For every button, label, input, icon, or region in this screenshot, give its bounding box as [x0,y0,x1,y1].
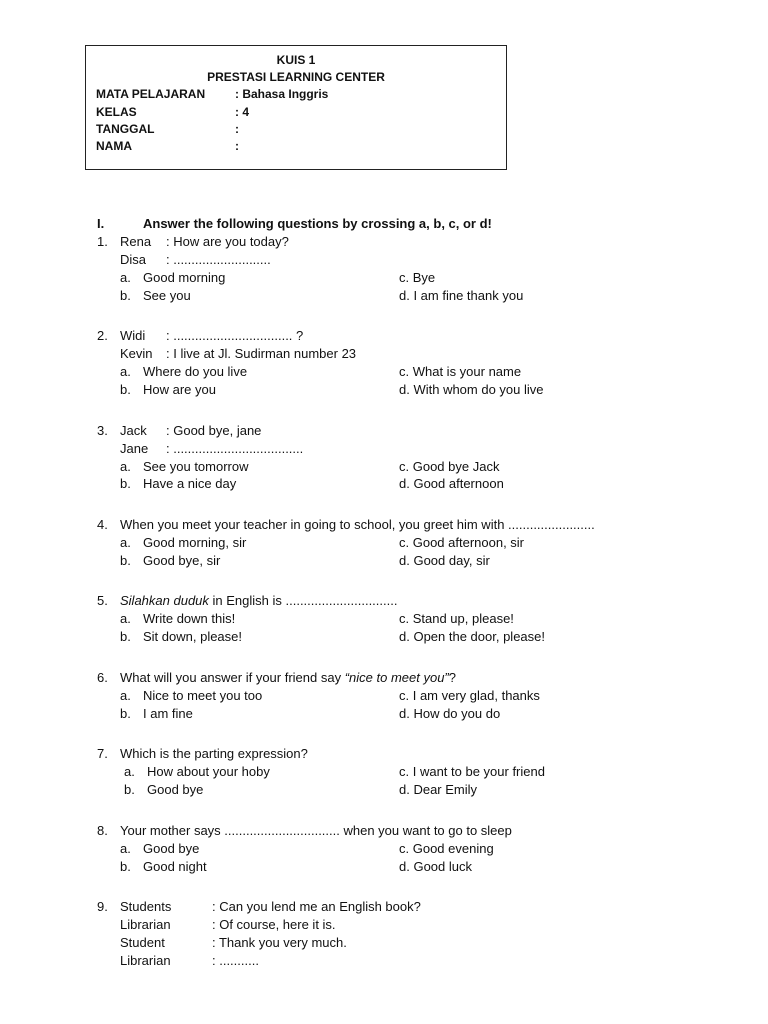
q1-speaker-2: Disa [120,252,147,267]
q1-option-a: Good morning [143,270,226,285]
q1-line-1: : How are you today? [166,234,289,249]
q6-option-d: d. How do you do [399,706,501,721]
field-label-name: NAMA [96,139,132,153]
q5-option-c: c. Stand up, please! [399,611,514,626]
q2-option-d: d. With whom do you live [399,382,544,397]
q9-number: 9. [97,899,108,914]
q8-option-a: Good bye [143,841,200,856]
q8-option-b-label: b. [120,859,131,874]
section-number: I. [97,216,105,231]
q7-option-b-label: b. [124,782,135,797]
q5-number: 5. [97,593,108,608]
field-value-class: : 4 [235,105,250,119]
q7-option-a-label: a. [124,764,135,779]
q9-line-1: : Can you lend me an English book? [212,899,421,914]
field-value-date: : [235,122,239,136]
field-label-subject: MATA PELAJARAN [96,87,206,101]
q2-option-a: Where do you live [143,364,248,379]
q4-option-c: c. Good afternoon, sir [399,535,525,550]
q6-option-a-label: a. [120,688,131,703]
q9-speaker-3: Student [120,935,165,950]
section-instruction: Answer the following questions by crossing a, b, c, or d! [143,216,492,231]
q5-question [120,593,397,609]
q5-option-a-label: a. [120,611,131,626]
q2-speaker-2: Kevin [120,346,153,361]
q9-speaker-2: Librarian [120,917,171,932]
quiz-header-box [85,45,507,170]
field-value-name: : [235,139,239,153]
q6-question [120,670,456,686]
q5-option-d: d. Open the door, please! [399,629,545,644]
field-value-subject: : Bahasa Inggris [235,87,329,101]
q2-line-2: : I live at Jl. Sudirman number 23 [166,346,357,361]
q4-option-b: Good bye, sir [143,553,221,568]
q7-option-a: How about your hoby [147,764,270,779]
q7-option-c: c. I want to be your friend [399,764,545,779]
q4-option-d: d. Good day, sir [399,553,490,568]
q3-option-b-label: b. [120,476,131,491]
q7-text: Which is the parting expression? [120,746,308,761]
q2-speaker-1: Widi [120,328,146,343]
q4-text: When you meet your teacher in going to school, you greet him with ........................ [120,517,595,532]
q4-number: 4. [97,517,108,532]
q1-line-2: : ........................... [166,252,271,267]
q4-option-a-label: a. [120,535,131,550]
q3-line-2: : .................................... [166,441,304,456]
q9-speaker-4: Librarian [120,953,171,968]
q5-option-a: Write down this! [143,611,236,626]
q2-option-a-label: a. [120,364,131,379]
q1-speaker-1: Rena [120,234,152,249]
q3-option-d: d. Good afternoon [399,476,504,491]
q8-option-d: d. Good luck [399,859,472,874]
q1-option-c: c. Bye [399,270,436,285]
q8-option-b: Good night [143,859,207,874]
q5-option-b-label: b. [120,629,131,644]
q6-option-a: Nice to meet you too [143,688,263,703]
q2-line-1: : ................................. ? [166,328,304,343]
q7-option-d: d. Dear Emily [399,782,478,797]
q6-after: ? [448,670,456,685]
q3-option-b: Have a nice day [143,476,237,491]
q1-option-d: d. I am fine thank you [399,288,524,303]
q9-line-3: : Thank you very much. [212,935,347,950]
q8-number: 8. [97,823,108,838]
q8-text: Your mother says ................................ when you want to go to sleep [120,823,512,838]
q7-number: 7. [97,746,108,761]
q6-option-b: I am fine [143,706,193,721]
q1-number: 1. [97,234,108,249]
field-label-date: TANGGAL [96,122,155,136]
q8-option-c: c. Good evening [399,841,494,856]
q3-number: 3. [97,423,108,438]
q9-line-2: : Of course, here it is. [212,917,336,932]
q5-italic-phrase: Silahkan duduk [120,593,209,608]
q3-option-a: See you tomorrow [143,459,249,474]
q6-option-b-label: b. [120,706,131,721]
q3-option-c: c. Good bye Jack [399,459,500,474]
q1-option-b: See you [143,288,191,303]
q4-option-a: Good morning, sir [143,535,247,550]
q5-option-b: Sit down, please! [143,629,243,644]
q1-option-a-label: a. [120,270,131,285]
q3-speaker-1: Jack [120,423,147,438]
q6-italic-phrase: “nice to meet you” [344,670,449,685]
q2-option-b: How are you [143,382,216,397]
quiz-title: KUIS 1 [276,53,316,67]
q2-number: 2. [97,328,108,343]
q3-speaker-2: Jane [120,441,149,456]
quiz-subtitle: PRESTASI LEARNING CENTER [207,70,385,84]
q2-option-b-label: b. [120,382,131,397]
q6-text: What will you answer if your friend say [120,670,345,685]
q7-option-b: Good bye [147,782,204,797]
q6-option-c: c. I am very glad, thanks [399,688,540,703]
q4-option-b-label: b. [120,553,131,568]
field-label-class: KELAS [96,105,137,119]
q5-text: in English is ............................... [208,593,398,608]
q1-option-b-label: b. [120,288,131,303]
q3-option-a-label: a. [120,459,131,474]
q3-line-1: : Good bye, jane [166,423,262,438]
q8-option-a-label: a. [120,841,131,856]
q9-speaker-1: Students [120,899,172,914]
q6-number: 6. [97,670,108,685]
q9-line-4: : ........... [212,953,259,968]
q2-option-c: c. What is your name [399,364,522,379]
